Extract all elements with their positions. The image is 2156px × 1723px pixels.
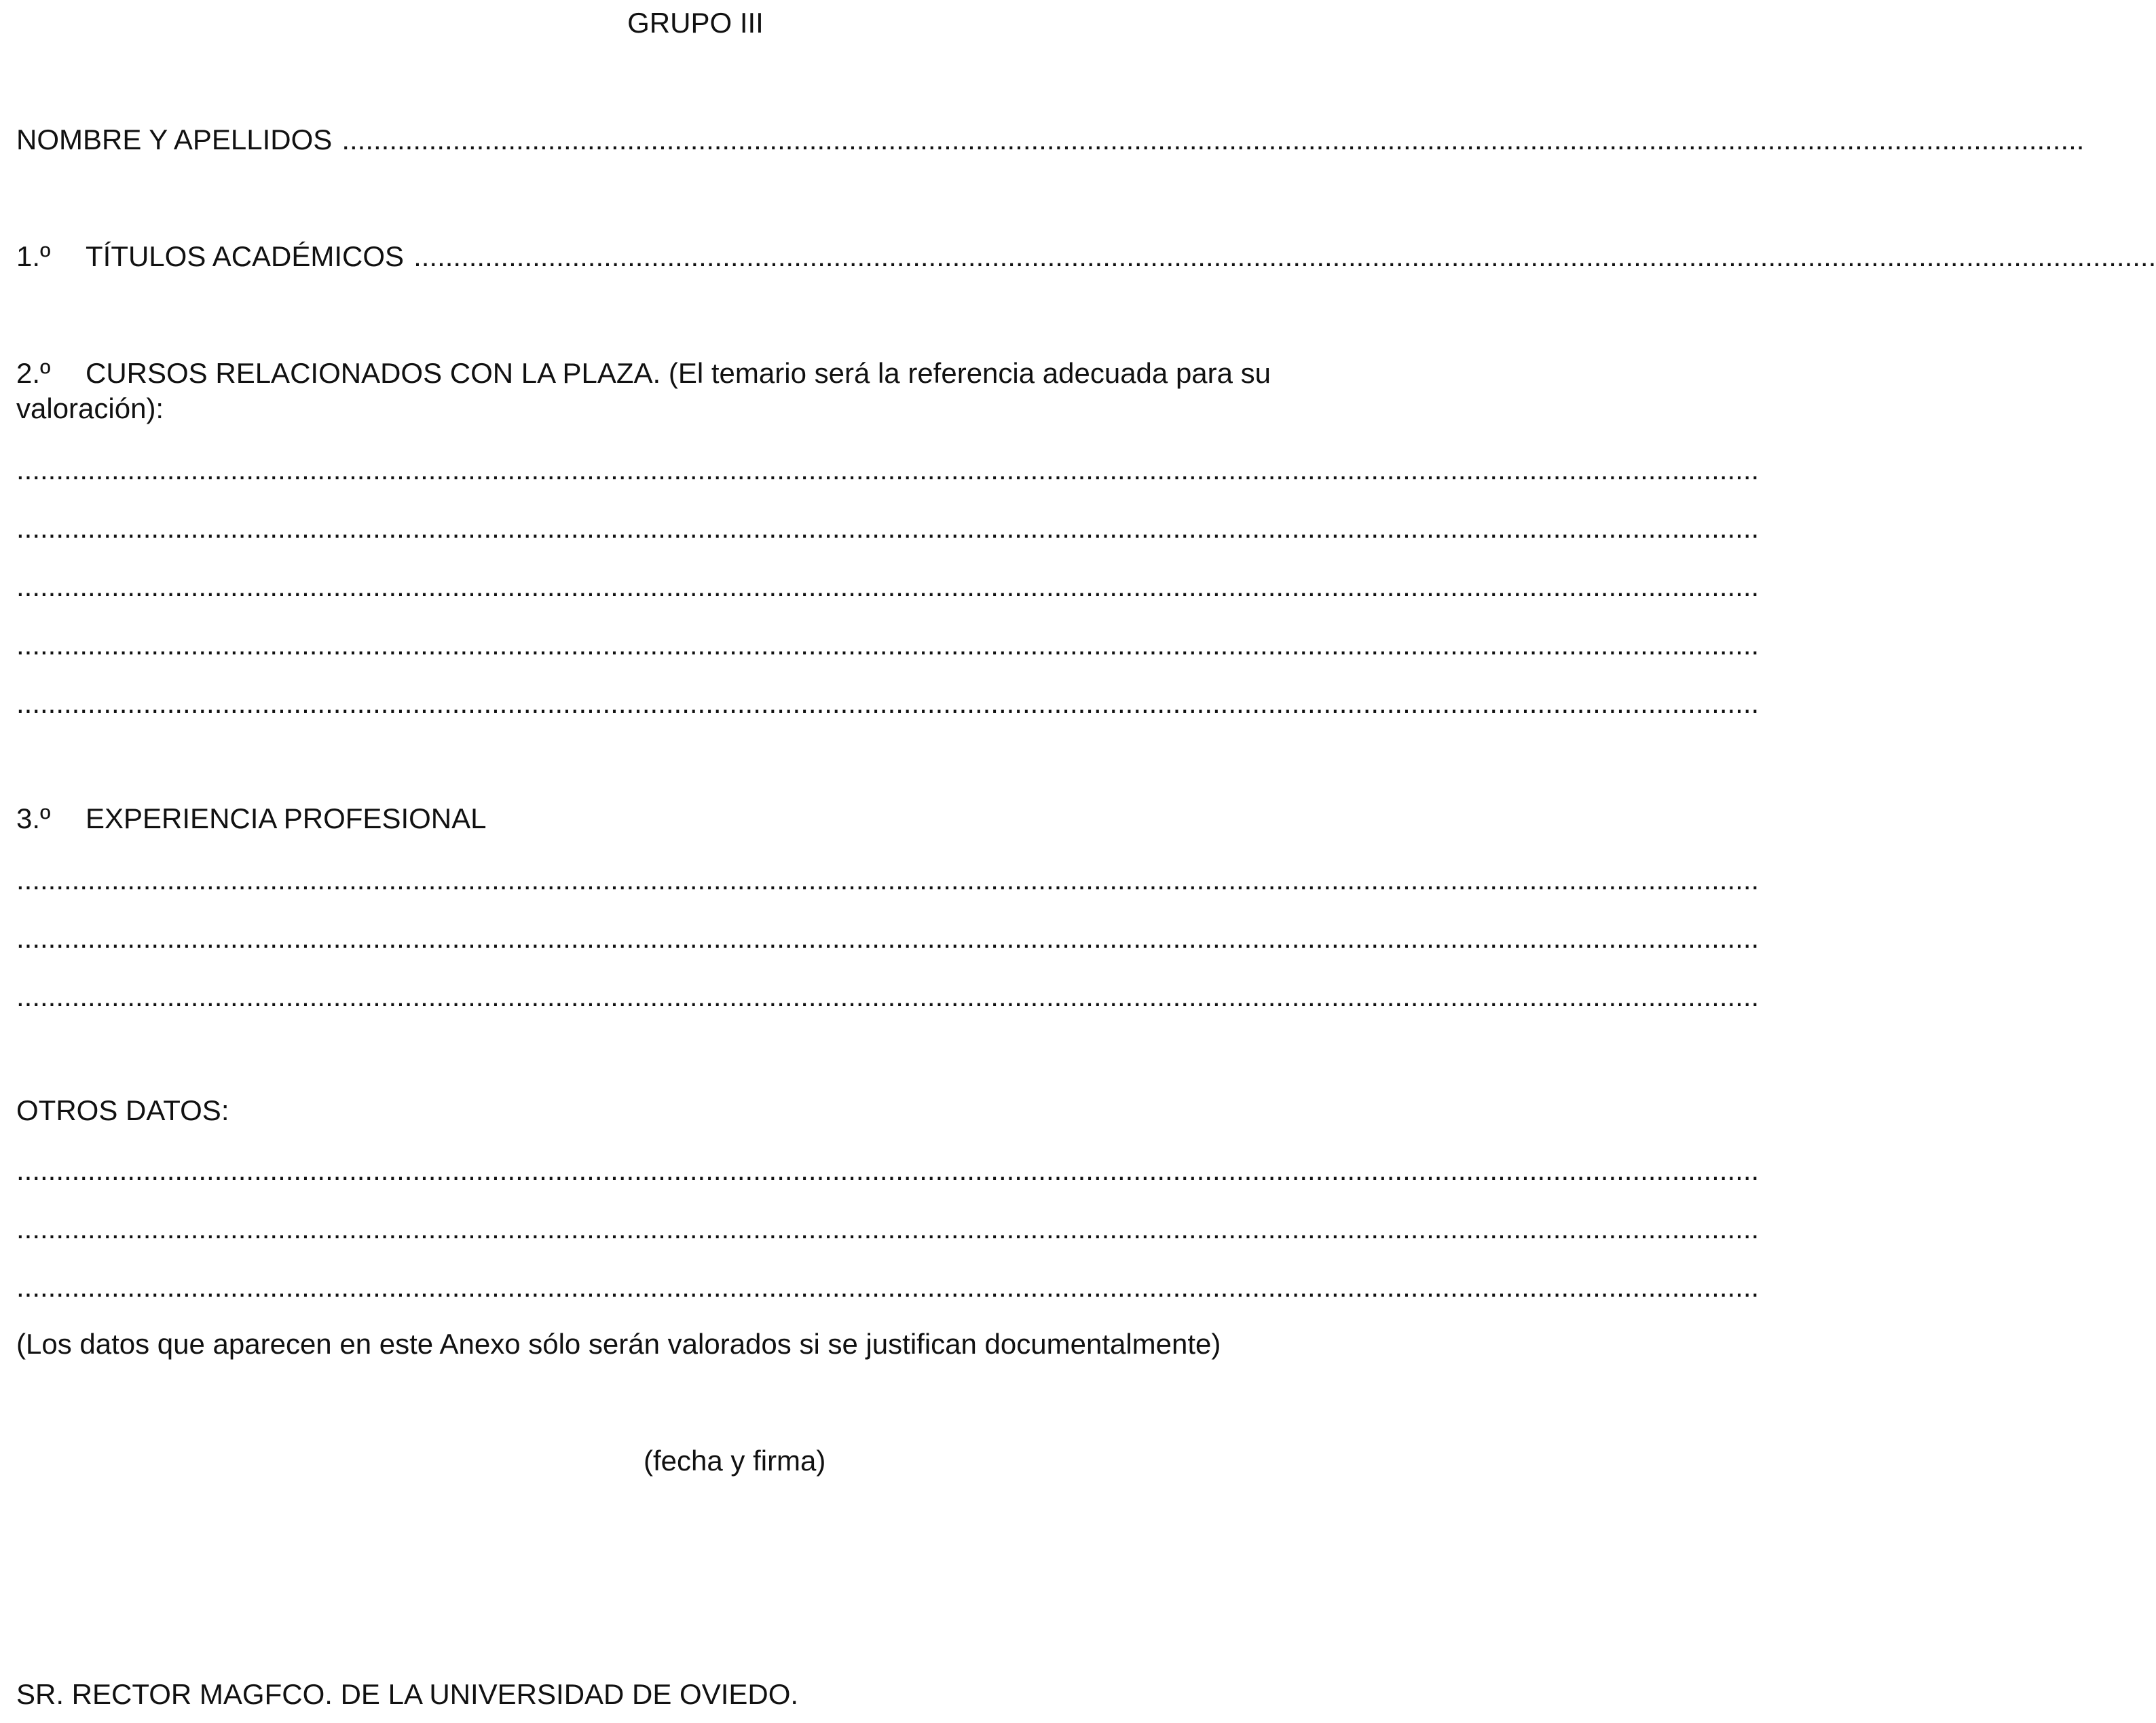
section-2-cursos bbox=[16, 356, 1388, 426]
other-data-label: OTROS DATOS: bbox=[16, 1094, 229, 1126]
section-2-number: 2.º bbox=[16, 357, 51, 389]
other-data-fill-line: ............................................................................................................................................................................................................................ bbox=[16, 1154, 1760, 1186]
section-2-fill-line: ............................................................................................................................................................................................................................ bbox=[16, 687, 1760, 719]
section-2-fill-line: ............................................................................................................................................................................................................................ bbox=[16, 570, 1760, 602]
section-3-fill-line: ............................................................................................................................................................................................................................ bbox=[16, 922, 1760, 954]
section-3-number: 3.º bbox=[16, 802, 51, 834]
section-1-titulos bbox=[16, 239, 2156, 274]
justification-note: (Los datos que aparecen en este Anexo sólo serán valorados si se justifican documentalmente) bbox=[16, 1328, 1221, 1360]
document-title-text: GRUPO III bbox=[627, 7, 764, 39]
section-3-fill-line: ............................................................................................................................................................................................................................ bbox=[16, 980, 1760, 1012]
section-2-fill-line: ............................................................................................................................................................................................................................ bbox=[16, 453, 1760, 485]
signature-date-placeholder: (fecha y firma) bbox=[644, 1445, 826, 1477]
section-3-experiencia bbox=[16, 801, 487, 836]
addressee: SR. RECTOR MAGFCO. DE LA UNIVERSIDAD DE OVIEDO. bbox=[16, 1678, 799, 1710]
other-data-fill-line: ............................................................................................................................................................................................................................ bbox=[16, 1271, 1760, 1303]
section-1-fill-line: ............................................................................................................................................................................................................................ bbox=[413, 240, 2156, 272]
name-fill-line: ............................................................................................................................................................................................................................ bbox=[341, 124, 2085, 155]
section-2-label-line1: CURSOS RELACIONADOS CON LA PLAZA. (El temario será la referencia adecuada para su bbox=[86, 357, 1271, 389]
section-1-number: 1.º bbox=[16, 240, 51, 272]
section-3-fill-line: ............................................................................................................................................................................................................................ bbox=[16, 864, 1760, 895]
name-field-label: NOMBRE Y APELLIDOS bbox=[16, 124, 333, 155]
section-1-label: TÍTULOS ACADÉMICOS bbox=[86, 240, 405, 272]
name-field bbox=[16, 122, 2085, 158]
section-2-fill-line: ............................................................................................................................................................................................................................ bbox=[16, 629, 1760, 661]
section-2-fill-line: ............................................................................................................................................................................................................................ bbox=[16, 512, 1760, 544]
document-title bbox=[0, 5, 1395, 41]
section-2-label-line2: valoración): bbox=[16, 392, 164, 424]
section-3-label: EXPERIENCIA PROFESIONAL bbox=[86, 802, 487, 834]
other-data-fill-line: ............................................................................................................................................................................................................................ bbox=[16, 1212, 1760, 1244]
